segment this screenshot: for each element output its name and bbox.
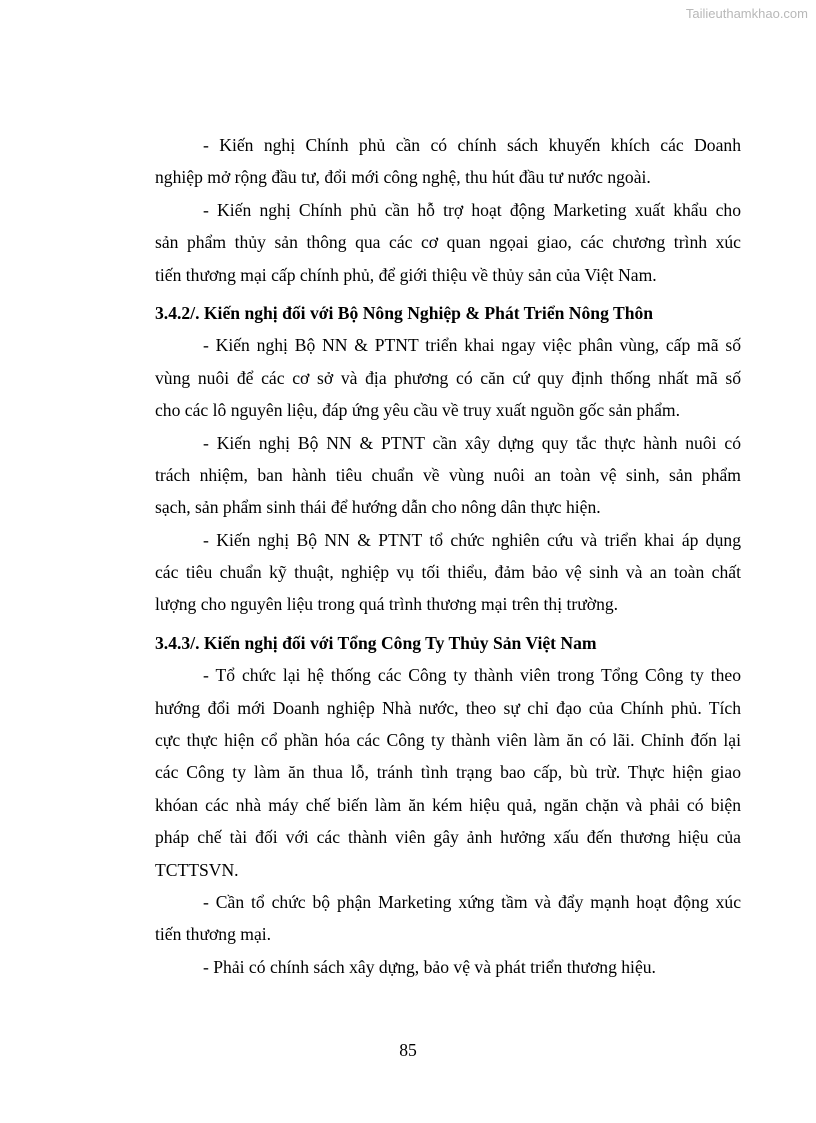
text-line: - Kiến nghị Chính phủ cần hỗ trợ hoạt động Marketing xuất khẩu cho [203,199,741,220]
text-line: tiến thương mại. [155,924,272,945]
text-line: các Công ty làm ăn thua lỗ, tránh tình trạng bao cấp, bù trừ. Thực hiện giao [155,762,741,783]
paragraph [155,329,741,426]
text-line: vùng nuôi để các cơ sở và địa phương có căn cứ quy định thống nhất mã số [155,367,741,388]
paragraph [155,129,741,194]
text-line: nghiệp mở rộng đầu tư, đổi mới công nghệ, thu hút đầu tư nước ngoài. [155,167,651,188]
text-line: hướng đổi mới Doanh nghiệp Nhà nước, theo sự chỉ đạo của Chính phủ. Tích [155,697,741,718]
text-line: sản phẩm thủy sản thông qua các cơ quan ngọai giao, các chương trình xúc [155,232,741,253]
paragraph [155,194,741,291]
section-heading: 3.4.3/. Kiến nghị đối với Tổng Công Ty Thủy Sản Việt Nam [155,632,597,653]
text-line: - Kiến nghị Bộ NN & PTNT triển khai ngay việc phân vùng, cấp mã số [203,335,741,356]
text-line: sạch, sản phẩm sinh thái để hướng dẫn cho nông dân thực hiện. [155,497,601,518]
page-number: 85 [399,1040,417,1060]
text-line: - Kiến nghị Bộ NN & PTNT cần xây dựng quy tắc thực hành nuôi có [203,432,741,453]
text-line: - Kiến nghị Bộ NN & PTNT tổ chức nghiên cứu và triển khai áp dụng [203,529,741,550]
text-line: khóan các nhà máy chế biến làm ăn kém hiệu quả, ngăn chặn và phải có biện [155,794,741,815]
text-line: các tiêu chuẩn kỹ thuật, nghiệp vụ tối thiểu, đảm bảo vệ sinh và an toàn chất [155,562,741,583]
paragraph [155,886,741,951]
document-body [155,129,741,983]
text-line: cho các lô nguyên liệu, đáp ứng yêu cầu về truy xuất nguồn gốc sản phẩm. [155,400,680,421]
text-line: - Tổ chức lại hệ thống các Công ty thành viên trong Tổng Công ty theo [203,665,741,686]
text-line: - Phải có chính sách xây dựng, bảo vệ và phát triển thương hiệu. [203,956,656,977]
paragraph [155,659,741,886]
text-line: - Kiến nghị Chính phủ cần có chính sách khuyến khích các Doanh [203,135,741,155]
text-line: tiến thương mại cấp chính phủ, để giới thiệu về thủy sản của Việt Nam. [155,264,657,285]
text-line: - Cần tổ chức bộ phận Marketing xứng tầm và đẩy mạnh hoạt động xúc [203,891,741,912]
paragraph [155,951,741,983]
text-line: pháp chế tài đối với các thành viên gây ảnh hưởng xấu đến thương hiệu của [155,827,741,848]
text-line: TCTTSVN. [155,859,239,880]
section-heading: 3.4.2/. Kiến nghị đối với Bộ Nông Nghiệp & Phát Triển Nông Thôn [155,302,654,323]
paragraph [155,524,741,621]
text-line: cực thực hiện cổ phần hóa các Công ty thành viên làm ăn có lãi. Chỉnh đốn lại [155,730,741,751]
text-line: trách nhiệm, ban hành tiêu chuẩn về vùng nuôi an toàn vệ sinh, sản phẩm [155,464,741,485]
text-line: lượng cho nguyên liệu trong quá trình thương mại trên thị trường. [155,594,619,615]
watermark: Tailieuthamkhao.com [685,6,808,21]
paragraph [155,427,741,524]
